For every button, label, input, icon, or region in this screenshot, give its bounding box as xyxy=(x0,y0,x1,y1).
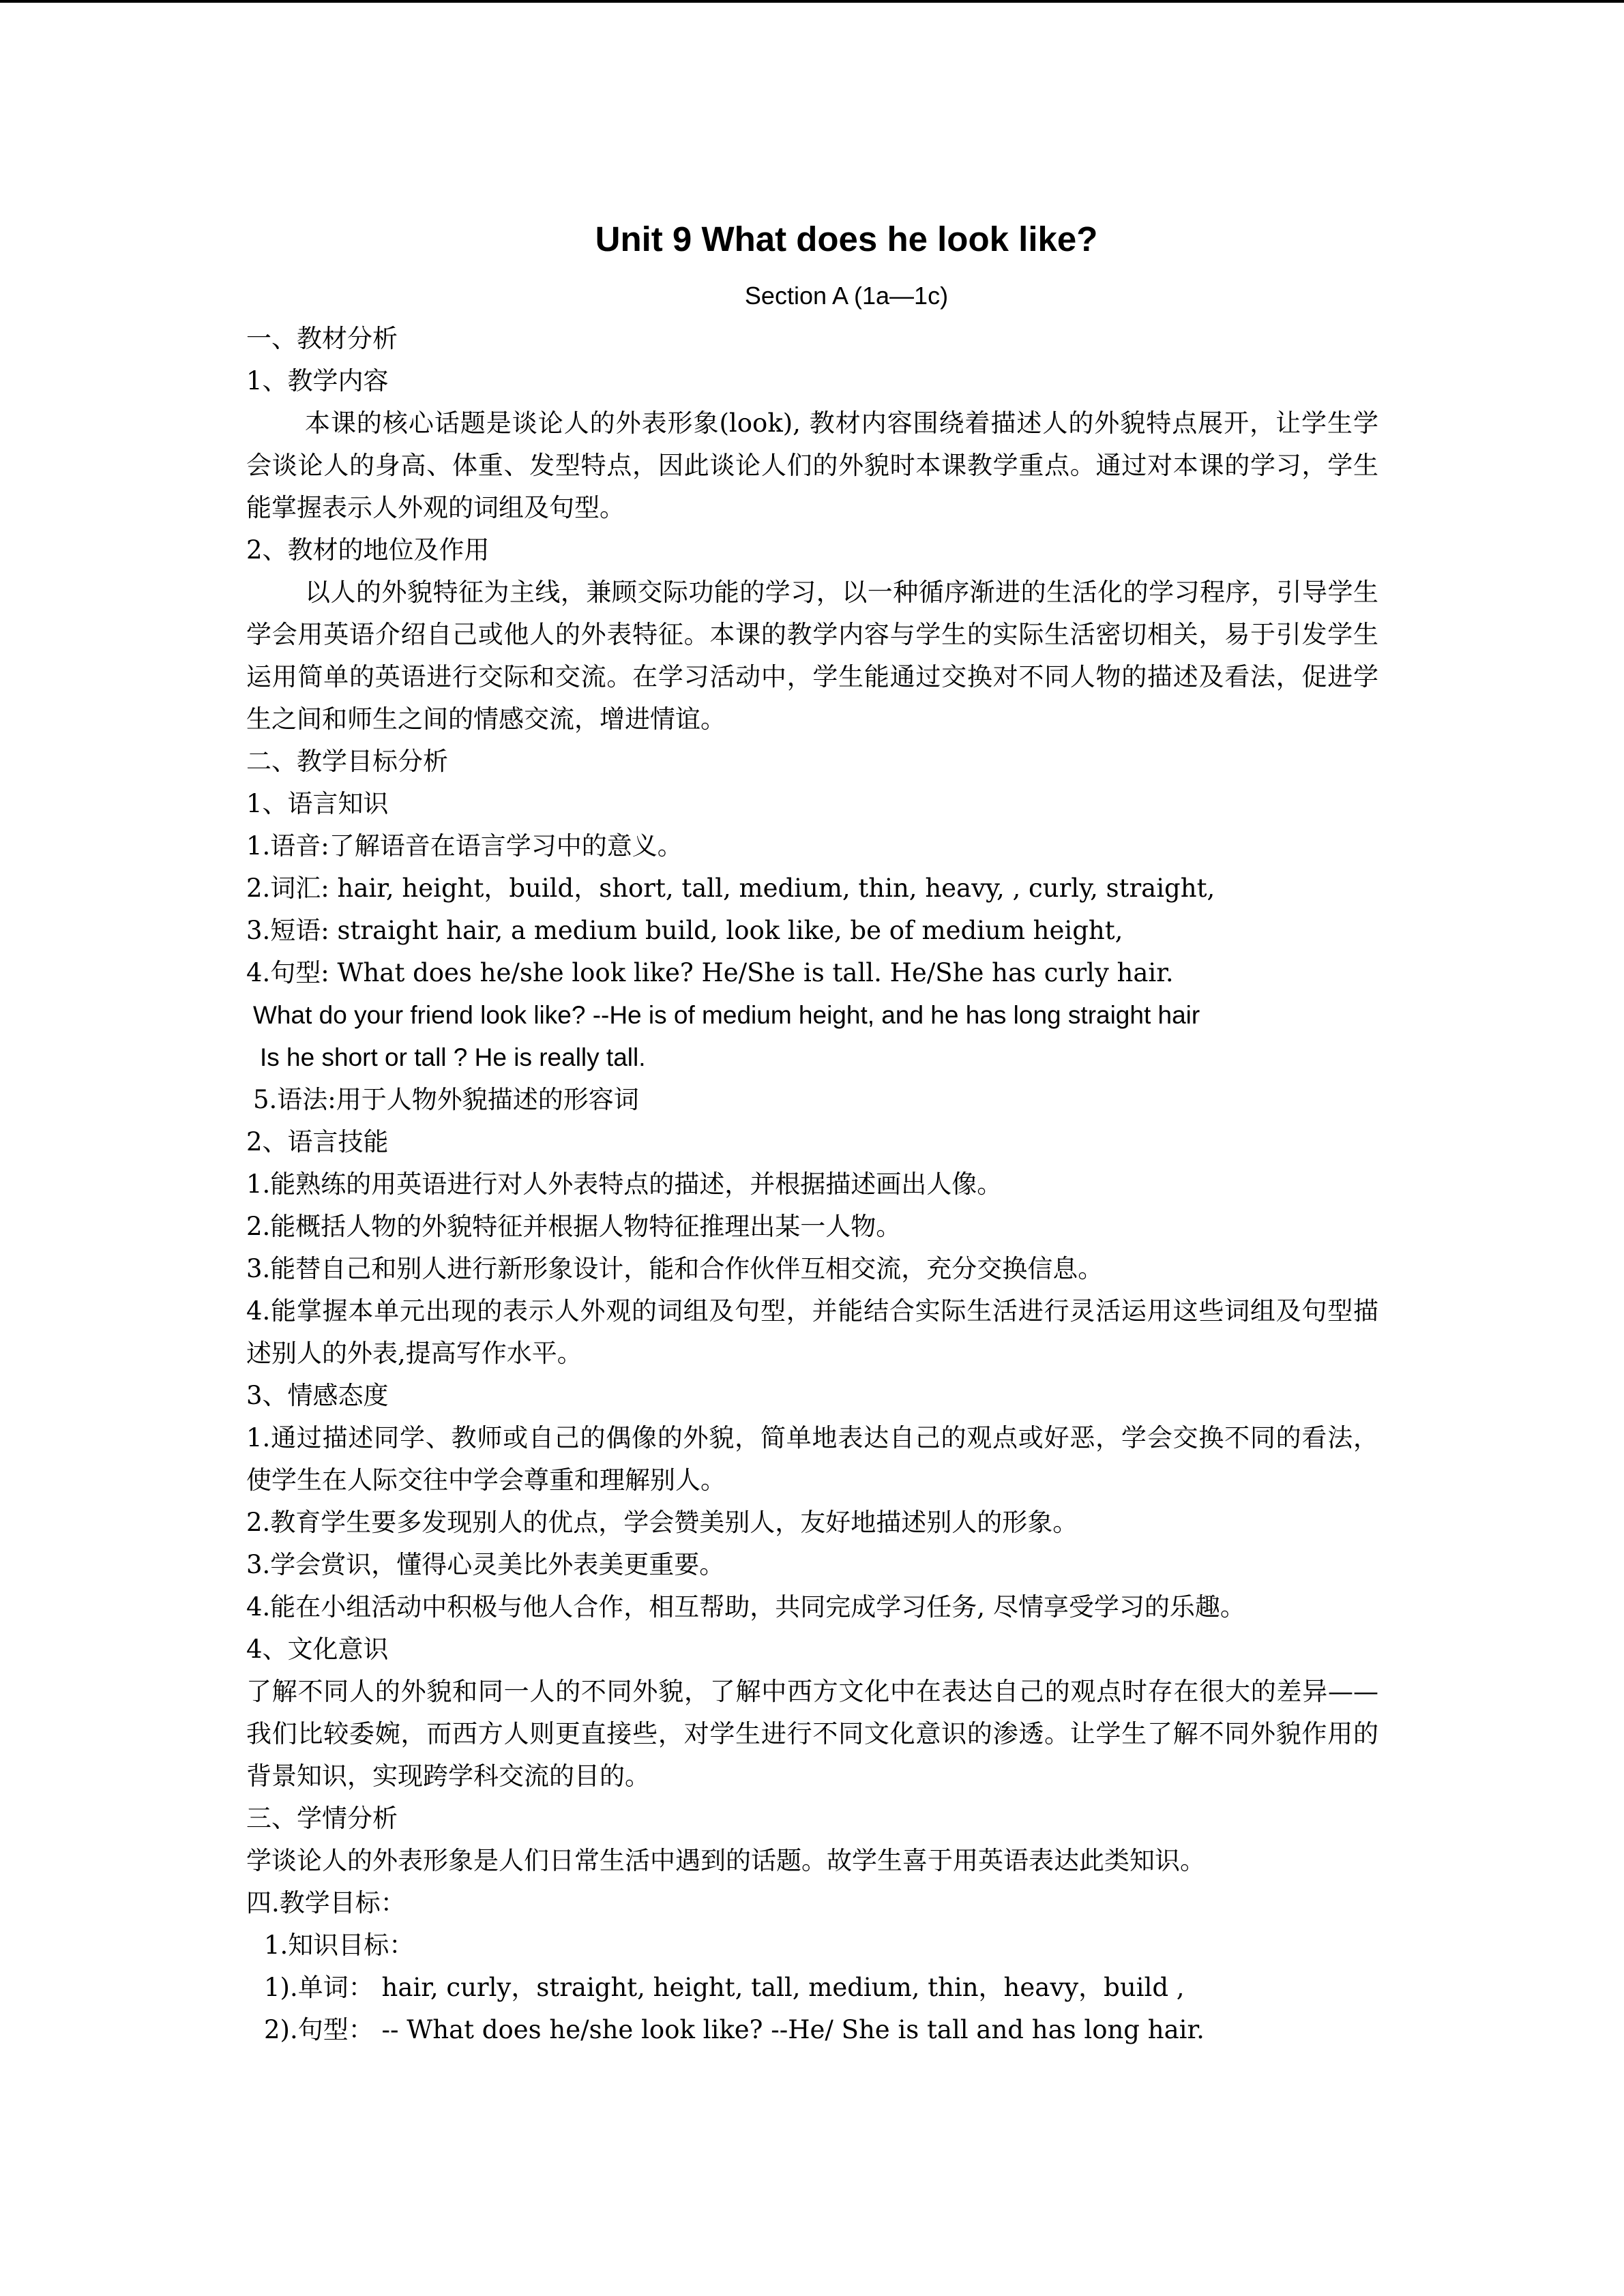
text-line: 3.学会赏识，懂得心灵美比外表美更重要。 xyxy=(246,1550,725,1579)
text-line: 学谈论人的外表形象是人们日常生活中遇到的话题。故学生喜于用英语表达此类知识。 xyxy=(246,1846,1205,1875)
text-line: 1.语音:了解语音在语言学习中的意义。 xyxy=(246,831,683,861)
page-top-border xyxy=(0,0,1624,3)
paragraph: 了解不同人的外貌和同一人的不同外貌，了解中西方文化中在表达自己的观点时存在很大的差异——我们比较委婉，而西方人则更直接些，对学生进行不同文化意识的渗透。让学生了解不同外貌作用的背景知识，实现跨学科交流的目的。 xyxy=(246,1677,1378,1791)
document-body xyxy=(246,202,1378,2051)
paragraph: 1.通过描述同学、教师或自己的偶像的外貌，简单地表达自己的观点或好恶，学会交换不同的看法，使学生在人际交往中学会尊重和理解别人。 xyxy=(246,1423,1378,1495)
text-line: 四.教学目标： xyxy=(246,1888,406,1918)
text-line: 3、情感态度 xyxy=(246,1381,389,1410)
text-line: 1.知识目标： xyxy=(264,1930,415,1960)
paragraph: 4.能掌握本单元出现的表示人外观的词组及句型，并能结合实际生活进行灵活运用这些词组及句型描述别人的外表,提高写作水平。 xyxy=(246,1296,1378,1368)
document-title: Unit 9 What does he look like? xyxy=(595,220,1098,258)
text-line: 1、语言知识 xyxy=(246,789,389,818)
text-line: 三、学情分析 xyxy=(246,1804,398,1833)
paragraph: 本课的核心话题是谈论人的外表形象(look), 教材内容围绕着描述人的外貌特点展开，让学生学会谈论人的身高、体重、发型特点，因此谈论人们的外貌时本课教学重点。通过对本课的学习，学生能掌握表示人外观的词组及句型。 xyxy=(246,408,1378,522)
text-line: 2、语言技能 xyxy=(246,1127,389,1157)
text-line: What do your friend look like? --He is of medium height, and he has long straight hair xyxy=(253,1001,1200,1029)
text-line: Is he short or tall ? He is really tall. xyxy=(260,1043,646,1071)
section-subtitle: Section A (1a—1c) xyxy=(744,282,949,310)
text-line: 3.能替自己和别人进行新形象设计，能和合作伙伴互相交流，充分交换信息。 xyxy=(246,1254,1104,1283)
text-line: 2.教育学生要多发现别人的优点，学会赞美别人，友好地描述别人的形象。 xyxy=(246,1508,1078,1537)
text-line: 2).句型： -- What does he/she look like? --He/ She is tall and has long hair. xyxy=(264,2015,1205,2044)
text-line: 4.句型: What does he/she look like? He/She is tall. He/She has curly hair. xyxy=(246,958,1174,987)
text-line: 3.短语: straight hair, a medium build, look like, be of medium height, xyxy=(246,916,1123,945)
paragraph: 以人的外貌特征为主线，兼顾交际功能的学习，以一种循序渐进的生活化的学习程序，引导学生学会用英语介绍自己或他人的外表特征。本课的教学内容与学生的实际生活密切相关，易于引发学生运用简单的英语进行交际和交流。在学习活动中，学生能通过交换对不同人物的描述及看法，促进学生之间和师生之间的情感交流，增进情谊。 xyxy=(246,578,1378,734)
text-line: 4、文化意识 xyxy=(246,1635,389,1664)
text-line: 5.语法:用于人物外貌描述的形容词 xyxy=(253,1085,639,1114)
text-line: 一、教材分析 xyxy=(246,324,398,353)
text-line: 1.能熟练的用英语进行对人外表特点的描述，并根据描述画出人像。 xyxy=(246,1169,1003,1199)
text-line: 1、教学内容 xyxy=(246,366,389,396)
text-line: 4.能在小组活动中积极与他人合作，相互帮助，共同完成学习任务, 尽情享受学习的乐趣。 xyxy=(246,1592,1245,1622)
document-content xyxy=(246,318,1378,2051)
text-line: 二、教学目标分析 xyxy=(246,747,448,776)
text-line: 2.词汇: hair, height，build，short, tall, medium, thin, heavy, , curly, straight, xyxy=(246,874,1215,903)
text-line: 2.能概括人物的外貌特征并根据人物特征推理出某一人物。 xyxy=(246,1212,902,1241)
text-line: 2、教材的地位及作用 xyxy=(246,535,490,565)
text-line: 1).单词： hair, curly，straight, height, tall, medium, thin，heavy，build , xyxy=(264,1973,1185,2002)
